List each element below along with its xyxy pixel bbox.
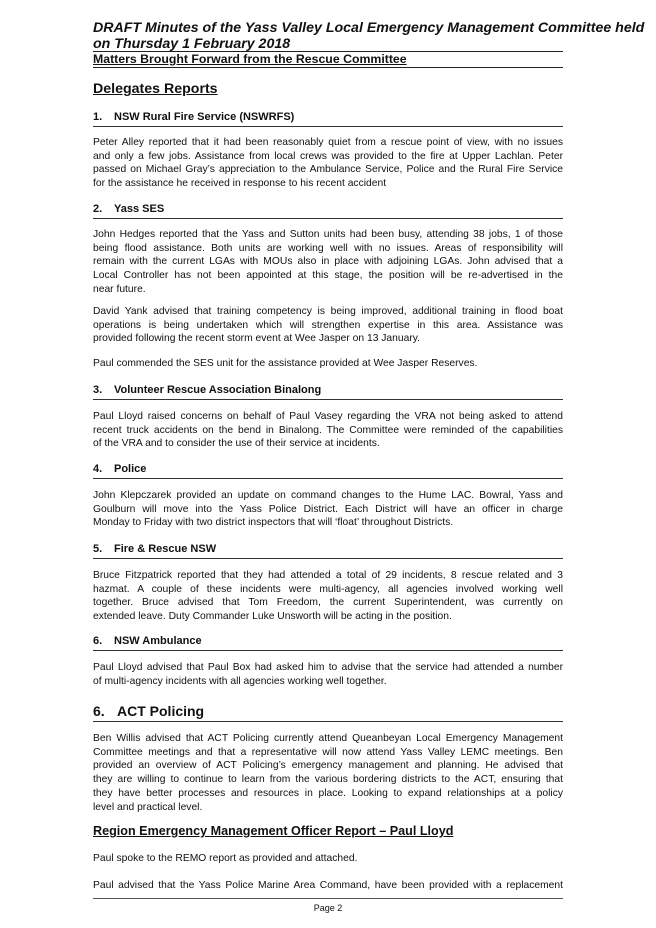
paragraph <box>93 410 563 451</box>
text-line: Monday to Friday with two district inspectors that will ‘float’ throughout Districts. <box>93 517 454 529</box>
text-line: Committee meetings and that a representative will now attend Yass Valley LEMC meetings. Ben <box>93 746 563 758</box>
text-line: Peter Alley reported that it had been reasonably quiet from a rescue point of view, with no issues <box>93 137 563 148</box>
section-number: 3. <box>93 384 103 396</box>
text-line: passed on Michael Gray’s appreciation to the Ambulance Service, Police and the Rural Fire Service <box>93 164 563 176</box>
text-line: Ben Willis advised that ACT Policing currently attend Queanbeyan Local Emergency Management <box>93 733 563 744</box>
text-line: provided following the recent storm event at Wee Jasper on 13 January. <box>93 333 421 345</box>
text-line: Bruce Fitzpatrick reported that they had attended a total of 29 incidents, 8 rescue related and 3 <box>93 570 563 581</box>
section-number: 5. <box>93 543 103 555</box>
section-heading <box>93 703 204 719</box>
text-line: together. Bruce advised that Tom Freedom, the current Superintendent, was currently on <box>93 597 563 609</box>
matters-rule <box>93 67 563 68</box>
text-line: of multi-agency incidents with all agencies working well together. <box>93 675 387 687</box>
section-rule <box>93 650 563 651</box>
delegates-reports-heading: Delegates Reports <box>93 81 218 97</box>
section-number: 6. <box>93 635 103 647</box>
text-line: near future. <box>93 283 146 295</box>
section-rule <box>93 478 563 479</box>
section-title: Yass SES <box>114 203 165 215</box>
paragraph <box>93 305 563 346</box>
text-line: Paul Lloyd advised that Paul Box had asked him to advise that the service had attended a number <box>93 662 563 673</box>
section-rule <box>93 218 563 219</box>
text-line: for the assistance he received in response to his recent accident <box>93 178 387 190</box>
section-rule <box>93 558 563 559</box>
section-title: Fire & Rescue NSW <box>114 543 217 555</box>
header-title-line-2: on Thursday 1 February 2018 <box>93 36 291 52</box>
paragraph <box>93 661 563 688</box>
text-line: level and practical level. <box>93 801 203 813</box>
text-line: John Hedges reported that the Yass and Sutton units had been busy, attending 38 jobs, 1 of those <box>93 229 563 240</box>
paragraph <box>93 879 563 893</box>
section-number: 2. <box>93 203 103 215</box>
section-title: NSW Ambulance <box>114 635 202 647</box>
page-number: Page 2 <box>313 903 343 913</box>
paragraph <box>93 852 563 866</box>
text-line: provided an overview of ACT Policing’s emergency management and planning. He advised that <box>93 760 563 772</box>
paragraph <box>93 732 563 814</box>
text-line: Goulburn will move into the Yass Police District. Each District will have an officer in charge <box>93 503 563 515</box>
text-line: extended leave. Duty Commander Luke Unsworth will be acting in the position. <box>93 611 452 623</box>
text-line: Paul Lloyd raised concerns on behalf of Paul Vasey regarding the VRA not being asked to attend <box>93 411 563 422</box>
text-line: David Yank advised that training competency is being improved, additional training in flood boat <box>93 306 563 317</box>
section-title: Volunteer Rescue Association Binalong <box>114 384 322 396</box>
section-heading <box>93 463 146 475</box>
text-line: Paul advised that the Yass Police Marine Area Command, have been provided with a replacement <box>93 880 563 891</box>
text-line: recent truck accidents on the bend in Binalong. The Committee were reminded of the capabilities <box>93 424 563 436</box>
header-title-line-1: DRAFT Minutes of the Yass Valley Local Emergency Management Committee held <box>93 20 645 36</box>
footer-rule <box>93 898 563 899</box>
section-title: NSW Rural Fire Service (NSWRFS) <box>114 111 295 123</box>
text-line: remain with the current LGAs with MOUs also in place with adjoining LGAs. John advised that a <box>93 256 563 268</box>
text-line: of the VRA and to consider the use of their service at incidents. <box>93 438 380 450</box>
section-heading <box>93 384 321 396</box>
text-line: being flood assistance. Both units are working well with no issues. Areas of responsibility will <box>93 242 563 254</box>
section-title: Police <box>114 463 147 475</box>
text-line: hazmat. A couple of these incidents were multi-agency, all agencies involved working well <box>93 583 563 595</box>
text-line: Paul commended the SES unit for the assistance provided at Wee Jasper Reserves. <box>93 358 478 369</box>
section-heading <box>93 111 294 123</box>
text-line: John Klepczarek provided an update on command changes to the Hume LAC. Bowral, Yass and <box>93 490 563 501</box>
section-heading <box>93 635 202 647</box>
text-line: they are willing to continue to learn from the various bordering districts to the ACT, ensuring that <box>93 774 563 786</box>
section-rule <box>93 399 563 400</box>
section-title: ACT Policing <box>117 703 205 719</box>
paragraph <box>93 357 563 371</box>
text-line: and only a few jobs. Assistance from local crews was provided to the fire at Upper Lachlan. Peter <box>93 150 563 162</box>
remo-heading: Region Emergency Management Officer Report – Paul Lloyd <box>93 824 454 838</box>
section-number: 6. <box>93 703 105 719</box>
section-heading <box>93 543 216 555</box>
text-line: they have better processes and resources in place. Looking to expand relationships at a policy <box>93 787 563 799</box>
matters-heading: Matters Brought Forward from the Rescue Committee <box>93 52 407 66</box>
section-heading <box>93 203 164 215</box>
paragraph <box>93 489 563 530</box>
paragraph <box>93 136 563 191</box>
section-number: 4. <box>93 463 103 475</box>
section-rule <box>93 126 563 127</box>
paragraph <box>93 228 563 297</box>
text-line: Paul spoke to the REMO report as provided and attached. <box>93 853 358 864</box>
text-line: operations is being undertaken which will strengthen expertise in this area. Assistance was <box>93 319 563 331</box>
section-rule <box>93 721 563 722</box>
paragraph <box>93 569 563 624</box>
text-line: Local Controller has not been appointed at this stage, the position will be re-advertised in the <box>93 270 563 282</box>
section-number: 1. <box>93 111 103 123</box>
